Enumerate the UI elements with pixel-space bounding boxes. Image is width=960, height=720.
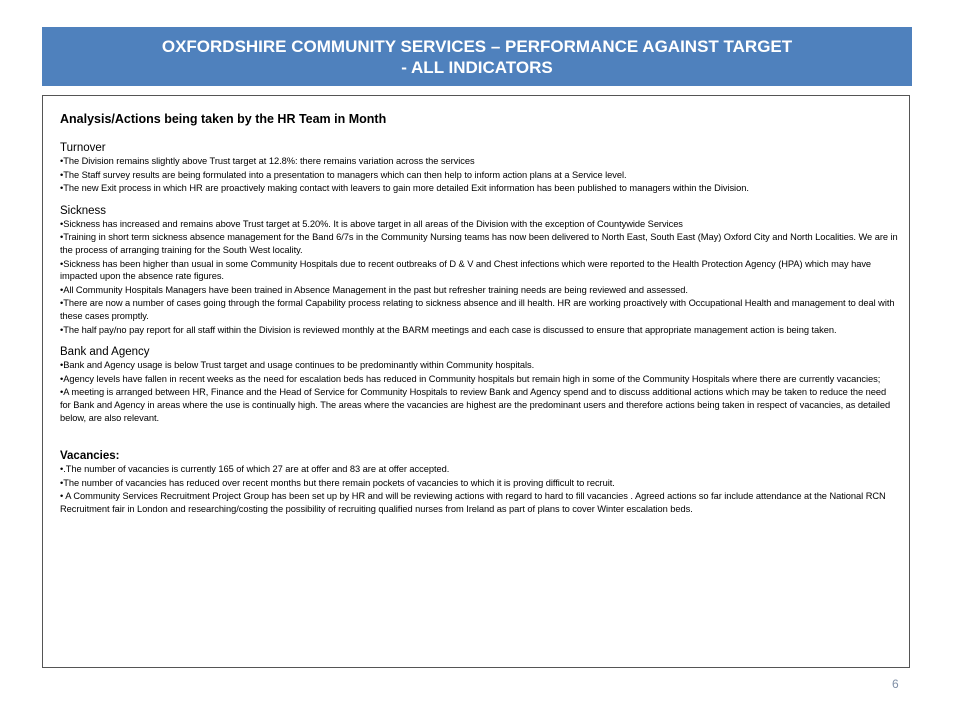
section-bank-agency [60, 345, 898, 424]
section-title-bank-agency: Bank and Agency [60, 346, 150, 359]
page-number: 6 [892, 677, 899, 691]
list-item: •There are now a number of cases going through the formal Capability process relating to sickness absence and ill health. HR are working proactively with Occupational Health and management to deal with these cases promptly. [60, 298, 895, 321]
list-item: •All Community Hospitals Managers have been trained in Absence Management in the past but refresher training needs are being reviewed and assessed. [60, 284, 688, 295]
section-vacancies [60, 449, 898, 515]
analysis-heading: Analysis/Actions being taken by the HR Team in Month [60, 112, 387, 126]
slide-title-banner [42, 27, 912, 86]
list-item: •Agency levels have fallen in recent weeks as the need for escalation beds has reduced in Community hospitals but remain high in some of the Community Hospitals where there are currently vacancies; [60, 373, 881, 384]
list-item: •The number of vacancies has reduced over recent months but there remain pockets of vacancies to which it is proving difficult to recruit. [60, 477, 615, 488]
section-title-turnover: Turnover [60, 142, 106, 154]
section-turnover [60, 141, 898, 195]
list-item: •The Division remains slightly above Trust target at 12.8%: there remains variation across the services [60, 156, 475, 166]
content-panel [42, 95, 910, 668]
list-item: •A meeting is arranged between HR, Finance and the Head of Service for Community Hospitals to review Bank and Agency spend and to discuss additional actions which may be taken to reduce the need for Bank and Agency in areas where the use is continually high. The areas where the vacancies are highest are the predominant users and therefore actions being taken in respect of vacancies, as detailed below, are also relevant. [60, 387, 891, 423]
content-body [60, 111, 898, 524]
section-title-sickness: Sickness [60, 204, 107, 217]
list-item: •Sickness has increased and remains above Trust target at 5.20%. It is above target in all areas of the Division with the exception of Countywide Services [60, 218, 683, 229]
section-sickness [60, 204, 898, 336]
section-title-vacancies: Vacancies: [60, 450, 120, 463]
list-item: •Bank and Agency usage is below Trust target and usage continues to be predominantly within Community hospitals. [60, 360, 535, 371]
slide-title-line-2: - ALL INDICATORS [401, 57, 553, 77]
list-item: •The half pay/no pay report for all staff within the Division is reviewed monthly at the BARM meetings and each case is discussed to ensure that appropriate management action is being taken. [60, 324, 837, 335]
list-item: •The new Exit process in which HR are proactively making contact with leavers to gain more detailed Exit information has been published to managers within the Division. [60, 183, 749, 194]
list-item: •The Staff survey results are being formulated into a presentation to managers which can then help to inform action plans at a Service level. [60, 169, 627, 180]
list-item: •Sickness has been higher than usual in some Community Hospitals due to recent outbreaks of D & V and Chest infections which were reported to the Health Protection Agency (HPA) which may have impacted upon the absence rate figures. [60, 258, 872, 282]
list-item: • A Community Services Recruitment Project Group has been set up by HR and will be reviewing actions with regard to hard to fill vacancies . Agreed actions so far include attendance at the National RCN Recruitment fair in London and researching/costing the possibility of recruiting qualified nurses from Ireland as part of plans to cover Winter escalation beds. [60, 491, 886, 514]
list-item: •Training in short term sickness absence management for the Band 6/7s in the Community Nursing teams has now been delivered to North East, South East (May) Oxford City and North Localities. We are in the process of arranging training for the South West locality. [60, 232, 898, 255]
list-item: •.The number of vacancies is currently 165 of which 27 are at offer and 83 are at offer accepted. [60, 464, 450, 475]
slide-title-line-1: OXFORDSHIRE COMMUNITY SERVICES – PERFORMANCE AGAINST TARGET [161, 36, 793, 56]
